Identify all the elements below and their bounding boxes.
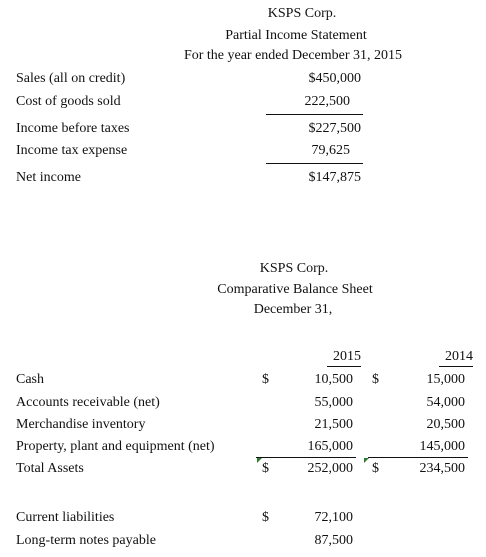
balance-row-label: Long-term notes payable bbox=[16, 533, 156, 548]
year-underline bbox=[327, 366, 361, 367]
balance-row-label: Cash bbox=[16, 372, 44, 387]
amount-2015: 55,000 bbox=[314, 395, 353, 410]
currency-symbol: $ bbox=[262, 372, 269, 387]
balance-row-label: Current liabilities bbox=[16, 510, 115, 525]
income-row-label: Cost of goods sold bbox=[16, 94, 121, 109]
income-row-label: Sales (all on credit) bbox=[16, 71, 126, 86]
subtotal-rule bbox=[256, 457, 356, 458]
amount-2015: 10,500 bbox=[314, 372, 353, 387]
amount-2014: 145,000 bbox=[419, 439, 465, 454]
amount-2014: 20,500 bbox=[426, 417, 465, 432]
income-row-amount: $450,000 bbox=[308, 71, 361, 86]
amount-2015: 72,100 bbox=[314, 510, 353, 525]
income-row-amount: 79,625 bbox=[311, 143, 350, 158]
amount-2015: 21,500 bbox=[314, 417, 353, 432]
balance-row-label: Accounts receivable (net) bbox=[16, 395, 160, 410]
balance-company-name: KSPS Corp. bbox=[259, 261, 329, 276]
balance-row-label: Total Assets bbox=[16, 461, 84, 476]
income-row-label: Income tax expense bbox=[16, 143, 128, 158]
amount-2014: 234,500 bbox=[419, 461, 465, 476]
balance-period: December 31, bbox=[253, 302, 333, 317]
income-row-label: Income before taxes bbox=[16, 121, 130, 136]
amount-2015: 165,000 bbox=[307, 439, 353, 454]
income-statement-title: Partial Income Statement bbox=[225, 28, 367, 43]
currency-symbol: $ bbox=[372, 372, 379, 387]
income-row-amount: 222,500 bbox=[304, 94, 350, 109]
currency-symbol: $ bbox=[262, 510, 269, 525]
subtotal-rule bbox=[266, 114, 363, 115]
amount-2014: 15,000 bbox=[426, 372, 465, 387]
subtotal-rule bbox=[368, 457, 468, 458]
year-header-2015: 2015 bbox=[333, 349, 361, 364]
currency-symbol: $ bbox=[372, 461, 379, 476]
income-row-label: Net income bbox=[16, 170, 81, 185]
balance-row-label: Property, plant and equipment (net) bbox=[16, 439, 215, 454]
balance-row-label: Merchandise inventory bbox=[16, 417, 146, 432]
income-company-name: KSPS Corp. bbox=[267, 6, 337, 21]
income-period: For the year ended December 31, 2015 bbox=[183, 48, 403, 63]
year-header-2014: 2014 bbox=[445, 349, 473, 364]
amount-2015: 87,500 bbox=[314, 533, 353, 548]
balance-statement-title: Comparative Balance Sheet bbox=[217, 282, 373, 297]
currency-symbol: $ bbox=[262, 461, 269, 476]
income-row-amount: $227,500 bbox=[308, 121, 361, 136]
income-row-amount: $147,875 bbox=[308, 170, 361, 185]
year-underline bbox=[439, 366, 473, 367]
subtotal-rule bbox=[266, 163, 363, 164]
amount-2014: 54,000 bbox=[426, 395, 465, 410]
cell-marker-icon bbox=[364, 458, 369, 463]
amount-2015: 252,000 bbox=[307, 461, 353, 476]
